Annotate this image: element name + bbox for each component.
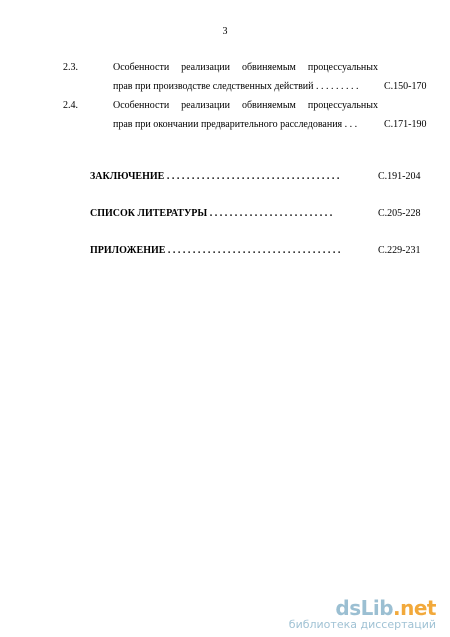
toc-entry-title-line2: прав при окончании предварительного расследования . . . xyxy=(113,119,358,130)
toc-section-appendix-pages: С.229-231 xyxy=(378,245,421,256)
toc-entry-title-line1: Особенности реализации обвиняемым процессуальных xyxy=(113,100,378,111)
toc-section-conclusion: ЗАКЛЮЧЕНИЕ . . . . . . . . . . . . . . . . . . . . . . . . . . . . . . . . . . . xyxy=(90,171,340,182)
dslib-watermark xyxy=(289,596,436,631)
toc-section-references-pages: С.205-228 xyxy=(378,208,421,219)
dslib-logo-main: Lib xyxy=(360,596,394,620)
toc-entry-pages: С.171-190 xyxy=(384,119,427,130)
toc-entry-number: 2.3. xyxy=(63,62,78,73)
toc-entry-title-line1: Особенности реализации обвиняемым процессуальных xyxy=(113,62,378,73)
toc-section-appendix: ПРИЛОЖЕНИЕ . . . . . . . . . . . . . . . . . . . . . . . . . . . . . . . . . . . xyxy=(90,245,341,256)
toc-entry-number: 2.4. xyxy=(63,100,78,111)
toc-entry-pages: С.150-170 xyxy=(384,81,427,92)
dslib-logo xyxy=(289,596,436,620)
toc-section-conclusion-pages: С.191-204 xyxy=(378,171,421,182)
toc-entry-title-line2: прав при производстве следственных действий . . . . . . . . . xyxy=(113,81,359,92)
dslib-subtitle: библиотека диссертаций xyxy=(288,618,436,631)
dslib-logo-suffix: .net xyxy=(393,596,436,620)
page-number: 3 xyxy=(222,26,228,37)
toc-section-references: СПИСОК ЛИТЕРАТУРЫ . . . . . . . . . . . . . . . . . . . . . . . . . xyxy=(90,208,333,219)
dslib-logo-prefix: ds xyxy=(335,596,361,620)
